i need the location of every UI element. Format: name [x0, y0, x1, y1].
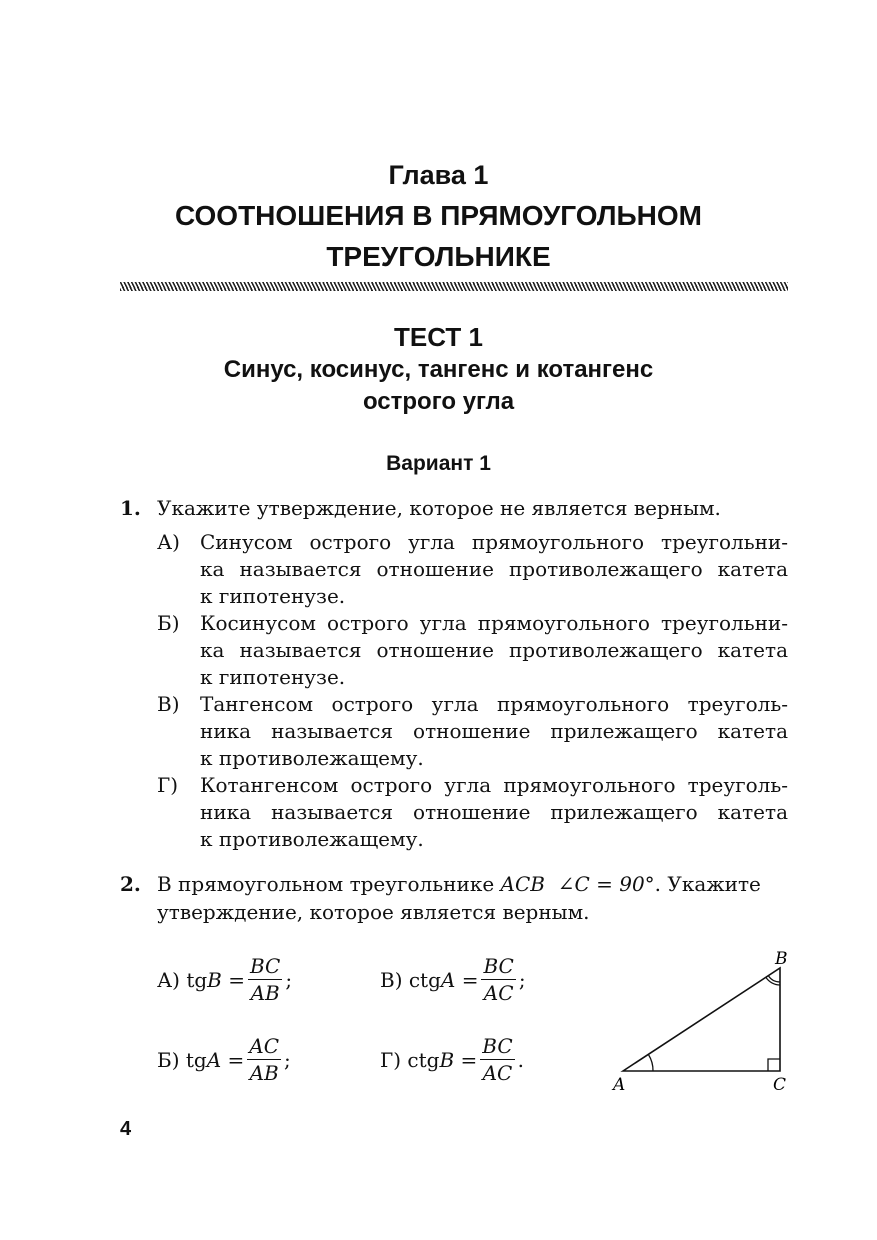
- q2-option-a-end: ;: [285, 967, 293, 992]
- q2-option-c: В) ctg A = $\frac{BC}{AC}$ ;: [380, 954, 526, 1005]
- q2-option-b-denominator: AB: [249, 1061, 279, 1085]
- right-angle-mark: [768, 1059, 780, 1071]
- q2-number: 2.: [120, 872, 141, 896]
- q2-line1-text-b: . Укажите: [654, 872, 761, 896]
- vertex-b-label: B: [775, 949, 788, 969]
- q2-option-b-numerator: AC: [249, 1034, 280, 1058]
- vertex-c-label: C: [773, 1075, 787, 1095]
- q1-option-b-line1: Косинусом острого угла прямоугольного треугольни-: [200, 611, 788, 635]
- q2-option-a-letter: А): [157, 967, 180, 992]
- right-triangle-figure: [605, 948, 805, 1098]
- variant-label: Вариант 1: [386, 452, 491, 475]
- q2-option-c-func: ctg: [408, 967, 441, 992]
- q2-option-c-numerator: BC: [483, 954, 514, 978]
- q2-option-d-var: B: [439, 1047, 455, 1072]
- q2-option-d: Г) ctg B = $\frac{BC}{AC}$ .: [380, 1034, 525, 1085]
- q2-option-d-func: ctg: [407, 1047, 440, 1072]
- q1-option-a-line3: к гипотенузе.: [200, 584, 346, 608]
- q2-option-d-letter: Г): [380, 1047, 402, 1072]
- q2-option-b: Б) tg A = $\frac{AC}{AB}$ ;: [157, 1034, 291, 1085]
- q2-option-a-numerator: BC: [249, 954, 281, 978]
- q1-option-b-line3: к гипотенузе.: [200, 665, 346, 689]
- q2-option-a-fraction: [248, 955, 282, 1004]
- q2-option-c-fraction: [481, 955, 515, 1004]
- q1-option-a-line2: ка называется отношение противолежащего катета: [200, 557, 788, 581]
- q2-angle: ∠C = 90°: [557, 872, 655, 896]
- chapter-title-line2: ТРЕУГОЛЬНИКЕ: [326, 241, 551, 272]
- q1-option-a-letter: А): [157, 530, 180, 554]
- q2-option-a-var: B: [207, 967, 222, 992]
- triangle-shape: [623, 968, 780, 1071]
- test-subtitle-line1: Синус, косинус, тангенс и котангенс: [223, 356, 654, 383]
- test-label: ТЕСТ 1: [394, 322, 483, 352]
- q1-option-d-line2: ника называется отношение прилежащего катета: [200, 800, 788, 824]
- page-number: 4: [120, 1118, 132, 1140]
- q1-number: 1.: [120, 496, 141, 520]
- q2-line1: [157, 872, 761, 896]
- q2-option-b-fraction: [247, 1035, 281, 1084]
- q2-option-b-var: A: [206, 1047, 222, 1072]
- test-subtitle-line2: острого угла: [362, 388, 515, 415]
- q2-option-d-fraction: [480, 1035, 514, 1084]
- q1-option-d-line3: к противолежащему.: [200, 827, 424, 851]
- q2-option-a-func: tg: [186, 967, 208, 992]
- q2-line1-text-a: В прямоугольном треугольнике: [157, 872, 501, 896]
- q1-option-b-letter: Б): [157, 611, 180, 635]
- q2-option-d-numerator: BC: [482, 1034, 513, 1058]
- q2-option-c-denominator: AC: [483, 981, 514, 1005]
- q1-option-c-line2: ника называется отношение прилежащего катета: [200, 719, 788, 743]
- q1-text: Укажите утверждение, которое не является верным.: [157, 496, 721, 520]
- angle-b-arc-2: [766, 977, 780, 985]
- q1-option-c-line1: Тангенсом острого угла прямоугольного треуголь-: [200, 692, 788, 716]
- angle-a-arc: [649, 1055, 654, 1071]
- q1-option-d-letter: Г): [157, 773, 179, 797]
- q2-option-c-var: A: [440, 967, 456, 992]
- q2-option-a: А) tg B = $\frac{BC}{AB}$ ;: [157, 954, 293, 1005]
- q2-option-c-letter: В): [380, 967, 403, 992]
- q1-option-b-line2: ка называется отношение противолежащего катета: [200, 638, 788, 662]
- chapter-title-line1: СООТНОШЕНИЯ В ПРЯМОУГОЛЬНОМ: [175, 200, 702, 231]
- q1-option-d-line1: Котангенсом острого угла прямоугольного треуголь-: [200, 773, 788, 797]
- q2-line2: утверждение, которое является верным.: [157, 900, 590, 924]
- q2-option-c-end: ;: [518, 967, 526, 992]
- q1-option-a-line1: Синусом острого угла прямоугольного треугольни-: [200, 530, 788, 554]
- q1-option-c-letter: В): [157, 692, 180, 716]
- q2-option-a-denominator: AB: [250, 981, 280, 1005]
- vertex-a-label: A: [613, 1075, 626, 1095]
- q2-option-b-func: tg: [185, 1047, 207, 1072]
- q2-option-b-end: ;: [284, 1047, 291, 1072]
- q2-option-d-end: .: [517, 1047, 525, 1072]
- decorative-rule: [120, 282, 788, 291]
- chapter-label: Глава 1: [388, 160, 489, 190]
- q1-option-c-line3: к противолежащему.: [200, 746, 424, 770]
- q2-option-d-denominator: AC: [482, 1061, 513, 1085]
- q2-option-b-letter: Б): [157, 1047, 180, 1072]
- q2-triangle-name: ACB: [500, 872, 545, 896]
